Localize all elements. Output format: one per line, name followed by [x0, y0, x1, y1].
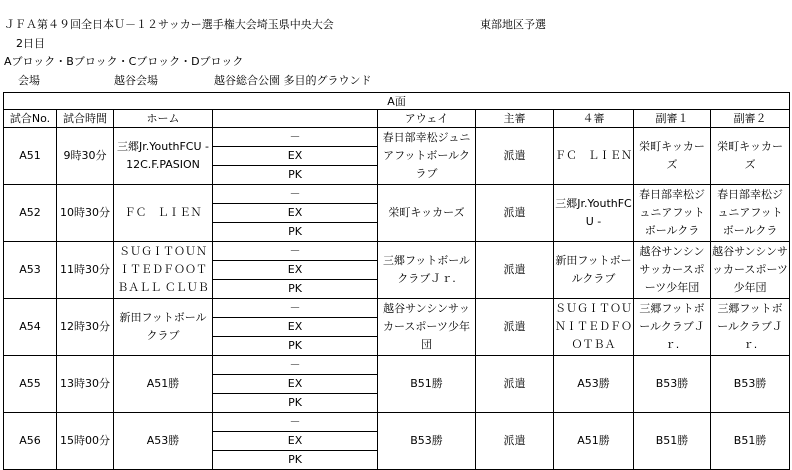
- assistant-1: [634, 242, 711, 299]
- away-team-text: 栄町キッカーズ: [388, 206, 465, 219]
- score-dash: －: [289, 358, 301, 371]
- assistant-1-text: 越谷サンシンサッカースポーツ少年団: [639, 245, 705, 294]
- col-score: [213, 110, 378, 128]
- fourth-official-text: 三郷Jr.YouthFCU -: [555, 197, 632, 228]
- extra-time-score: EX: [213, 260, 377, 279]
- score-cell: [213, 242, 378, 299]
- home-team-text: A51勝: [146, 377, 180, 390]
- assistant-2-text: B51勝: [733, 434, 767, 447]
- home-team: [114, 185, 213, 242]
- home-team: [114, 299, 213, 356]
- score-dash: －: [289, 130, 301, 143]
- away-team: [378, 185, 476, 242]
- match-row: [4, 413, 790, 470]
- assistant-1-text: 三郷フットボールクラブＪｒ.: [639, 302, 705, 351]
- match-time-text: 10時30分: [60, 206, 110, 219]
- match-row: [4, 299, 790, 356]
- referee: [476, 128, 554, 185]
- away-team: [378, 356, 476, 413]
- match-no-text: A56: [19, 434, 41, 447]
- fourth-official-text: ＳＵＧＩＴＯＵＮＩＴＥＤＦＯＯＴＢＡ: [555, 302, 632, 351]
- match-schedule-table: [3, 92, 790, 470]
- home-team-text: A53勝: [146, 434, 180, 447]
- away-team-text: 越谷サンシンサッカースポーツ少年団: [382, 302, 470, 351]
- fourth-official: [554, 299, 634, 356]
- match-time: [57, 242, 114, 299]
- match-no-text: A53: [19, 263, 41, 276]
- assistant-2-text: 春日部幸松ジュニアフットボールクラ: [717, 188, 784, 237]
- match-time: [57, 356, 114, 413]
- away-team: [378, 242, 476, 299]
- assistant-1-text: 春日部幸松ジュニアフットボールクラ: [639, 188, 705, 237]
- home-team: [114, 356, 213, 413]
- away-team-text: 春日部幸松ジュニアフットボールクラブ: [382, 131, 471, 180]
- fourth-official-text: ＦＣ ＬＩＥＮ: [555, 149, 632, 162]
- fourth-official: [554, 413, 634, 470]
- match-time-text: 12時30分: [60, 320, 110, 333]
- assistant-1-text: B53勝: [655, 377, 689, 390]
- assistant-1-text: 栄町キッカーズ: [639, 140, 705, 171]
- match-no-text: A55: [19, 377, 41, 390]
- score-dash: －: [289, 415, 301, 428]
- score-dash: －: [289, 244, 301, 257]
- referee: [476, 413, 554, 470]
- score-cell: [213, 413, 378, 470]
- assistant-1: [634, 356, 711, 413]
- referee: [476, 299, 554, 356]
- face-header: A面: [4, 93, 790, 110]
- home-team-text: 新田フットボールクラブ: [119, 311, 207, 342]
- fourth-official-text: 新田フットボールクラブ: [555, 254, 632, 285]
- referee: [476, 242, 554, 299]
- fourth-official: [554, 356, 634, 413]
- col-assistant-2: 副審２: [711, 110, 790, 128]
- match-no: [4, 242, 57, 299]
- match-row: [4, 128, 790, 185]
- assistant-2: [711, 128, 790, 185]
- col-fourth-official: ４審: [554, 110, 634, 128]
- match-time: [57, 185, 114, 242]
- assistant-1: [634, 128, 711, 185]
- penalty-score: PK: [213, 393, 377, 412]
- assistant-2: [711, 413, 790, 470]
- away-team: [378, 299, 476, 356]
- match-row: [4, 242, 790, 299]
- match-time: [57, 299, 114, 356]
- match-time-text: 13時30分: [60, 377, 110, 390]
- day-label: 2日目: [16, 37, 45, 50]
- assistant-1-text: B51勝: [655, 434, 689, 447]
- assistant-2: [711, 242, 790, 299]
- match-no: [4, 299, 57, 356]
- fourth-official-text: A51勝: [577, 434, 610, 447]
- match-no-text: A52: [19, 206, 41, 219]
- match-no: [4, 356, 57, 413]
- col-away: アウェイ: [378, 110, 476, 128]
- match-no: [4, 185, 57, 242]
- extra-time-score: EX: [213, 431, 377, 450]
- score-cell: [213, 299, 378, 356]
- referee-text: 派遣: [503, 206, 526, 219]
- assistant-2: [711, 299, 790, 356]
- match-time: [57, 413, 114, 470]
- score-cell: [213, 185, 378, 242]
- score-cell: [213, 128, 378, 185]
- match-no-text: A51: [19, 149, 41, 162]
- match-time-text: 11時30分: [60, 263, 110, 276]
- away-team-text: B51勝: [410, 377, 443, 390]
- extra-time-score: EX: [213, 146, 377, 165]
- home-team: [114, 128, 213, 185]
- home-team-text: ＦＣ ＬＩＥＮ: [124, 206, 202, 219]
- fourth-official: [554, 185, 634, 242]
- fourth-official-text: A53勝: [577, 377, 610, 390]
- away-team: [378, 413, 476, 470]
- venue-caption: 会場: [18, 74, 40, 87]
- penalty-score: PK: [213, 450, 377, 469]
- penalty-score: PK: [213, 336, 377, 355]
- match-no: [4, 413, 57, 470]
- match-time: [57, 128, 114, 185]
- assistant-2-text: 越谷サンシンサッカースポーツ少年団: [712, 245, 789, 294]
- match-no-text: A54: [19, 320, 41, 333]
- home-team: [114, 413, 213, 470]
- assistant-2-text: 三郷フットボールクラブＪｒ.: [717, 302, 783, 351]
- region-label: 東部地区予選: [480, 18, 546, 31]
- extra-time-score: EX: [213, 317, 377, 336]
- match-time-text: 9時30分: [63, 149, 107, 162]
- penalty-score: PK: [213, 279, 377, 298]
- score-cell: [213, 356, 378, 413]
- match-time-text: 15時00分: [60, 434, 110, 447]
- col-home: ホーム: [114, 110, 213, 128]
- extra-time-score: EX: [213, 374, 377, 393]
- referee-text: 派遣: [503, 434, 526, 447]
- col-time: 試合時間: [57, 110, 114, 128]
- tournament-title: ＪＦＡ第４９回全日本Ｕ－１２サッカー選手権大会埼玉県中央大会: [4, 18, 334, 31]
- col-referee: 主審: [476, 110, 554, 128]
- home-team: [114, 242, 213, 299]
- home-team-text: ＳＵＧＩＴＯＵＮＩＴＥＤＦＯＯＴＢＡＬＬ ＣＬＵＢ: [117, 245, 209, 294]
- assistant-2: [711, 356, 790, 413]
- blocks-label: Aブロック・Bブロック・Cブロック・Dブロック: [4, 55, 244, 68]
- away-team-text: 三郷フットボールクラブＪｒ.: [382, 254, 470, 285]
- score-dash: －: [289, 187, 301, 200]
- referee-text: 派遣: [503, 263, 526, 276]
- extra-time-score: EX: [213, 203, 377, 222]
- referee: [476, 185, 554, 242]
- home-team-text: 三郷Jr.YouthFCU - 12C.F.PASION: [116, 140, 210, 171]
- assistant-1: [634, 185, 711, 242]
- referee-text: 派遣: [503, 377, 526, 390]
- fourth-official: [554, 242, 634, 299]
- match-row: [4, 185, 790, 242]
- penalty-score: PK: [213, 222, 377, 241]
- penalty-score: PK: [213, 165, 377, 184]
- col-match-no: 試合No.: [4, 110, 57, 128]
- assistant-1: [634, 299, 711, 356]
- venue-name: 越谷会場: [114, 74, 158, 87]
- away-team-text: B53勝: [410, 434, 443, 447]
- col-assistant-1: 副審１: [634, 110, 711, 128]
- assistant-1: [634, 413, 711, 470]
- referee: [476, 356, 554, 413]
- ground-name: 越谷総合公園 多目的グラウンド: [214, 74, 372, 87]
- referee-text: 派遣: [503, 149, 526, 162]
- assistant-2-text: B53勝: [733, 377, 767, 390]
- away-team: [378, 128, 476, 185]
- match-no: [4, 128, 57, 185]
- assistant-2: [711, 185, 790, 242]
- referee-text: 派遣: [503, 320, 526, 333]
- match-row: [4, 356, 790, 413]
- assistant-2-text: 栄町キッカーズ: [717, 140, 783, 171]
- fourth-official: [554, 128, 634, 185]
- score-dash: －: [289, 301, 301, 314]
